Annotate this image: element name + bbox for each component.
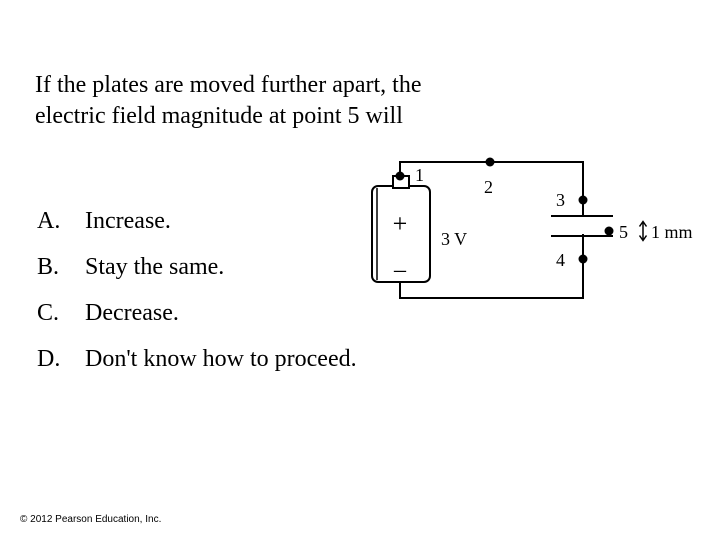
point-5-label: 5 (619, 222, 628, 242)
option-text: Stay the same. (85, 254, 225, 280)
point-1-label: 1 (415, 165, 424, 185)
capacitor (551, 216, 613, 236)
point-2-dot (486, 158, 495, 167)
double-arrow-icon (640, 222, 647, 241)
option-text: Decrease. (85, 300, 179, 326)
battery-plus-sign: + (392, 209, 408, 238)
voltage-label: 3 V (441, 229, 468, 249)
copyright-notice: © 2012 Pearson Education, Inc. (20, 514, 162, 525)
battery-minus-sign: – (394, 257, 406, 283)
question-text: If the plates are moved further apart, the electric field magnitude at point 5 will (35, 72, 422, 129)
option-letter: A. (37, 208, 61, 234)
battery (372, 176, 430, 283)
circuit-labels (415, 165, 693, 270)
point-4-label: 4 (556, 250, 565, 270)
option-letter: B. (37, 254, 60, 280)
point-5-dot (605, 227, 614, 236)
point-1-dot (396, 172, 405, 181)
option-letter: D. (37, 346, 61, 372)
separation-label: 1 mm (651, 222, 693, 242)
point-3-label: 3 (556, 190, 565, 210)
point-4-dot (579, 255, 588, 264)
option-text: Increase. (85, 208, 171, 234)
option-text: Don't know how to proceed. (85, 346, 357, 372)
point-3-dot (579, 196, 588, 205)
option-letter: C. (37, 300, 60, 326)
point-2-label: 2 (484, 177, 493, 197)
